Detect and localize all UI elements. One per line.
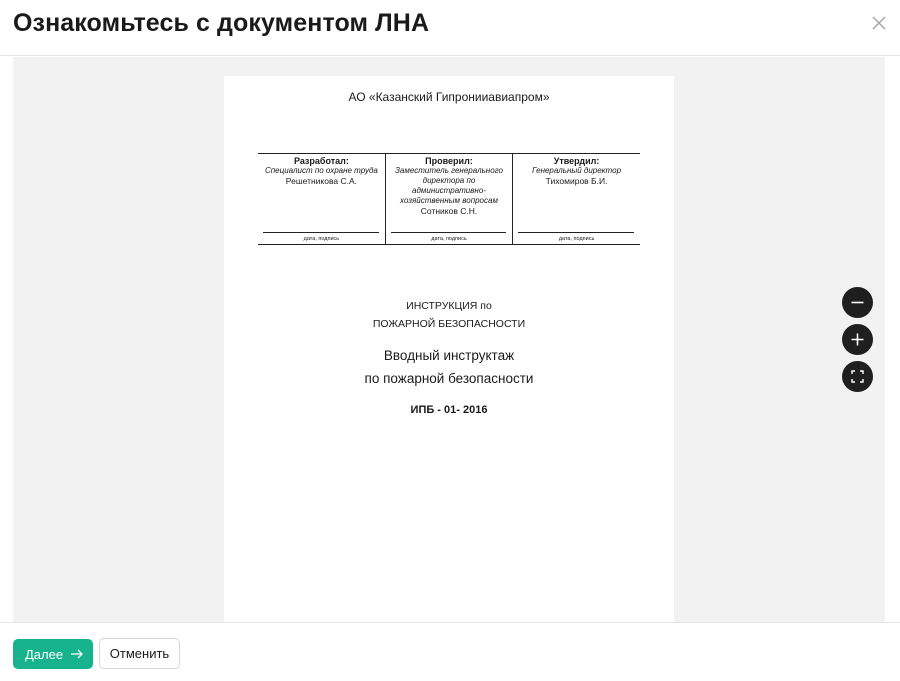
- approval-position: Генеральный директор: [532, 166, 622, 175]
- cancel-button[interactable]: Отменить: [99, 638, 180, 669]
- document-name-line: Вводный инструктаж: [383, 348, 515, 363]
- dialog-title: Ознакомьтесь с документом ЛНА: [13, 9, 430, 37]
- approval-table: [258, 153, 640, 245]
- fullscreen-button[interactable]: [842, 361, 873, 392]
- dialog-footer: [0, 622, 900, 681]
- approval-cell-approved: [513, 154, 640, 245]
- approval-title: Утвердил:: [553, 156, 600, 166]
- document-page: [224, 76, 674, 622]
- organization-name: АО «Казанский Гипронииавиапром»: [348, 90, 550, 104]
- approval-position: Заместитель генерального директора по административно-хозяйственным вопросам: [395, 166, 503, 205]
- approval-title: Проверил:: [425, 156, 473, 166]
- signature-caption: дата, подпись: [303, 236, 340, 242]
- document-name: [224, 344, 674, 390]
- next-button-label: Далее: [25, 646, 64, 662]
- document-type: [224, 297, 674, 333]
- document-type-line: ПОЖАРНОЙ БЕЗОПАСНОСТИ: [372, 318, 526, 330]
- fullscreen-icon: [842, 361, 873, 392]
- approval-position: Специалист по охране труда: [265, 166, 378, 175]
- approval-cell-checked: [385, 154, 512, 245]
- next-button[interactable]: [13, 639, 93, 669]
- plus-icon: [842, 324, 873, 355]
- approval-cell-developed: [258, 154, 385, 245]
- approval-title: Разработал:: [293, 156, 349, 166]
- approval-name: Тихомиров Б.И.: [545, 176, 608, 186]
- minus-icon: [842, 287, 873, 318]
- arrow-right-icon: [70, 647, 84, 661]
- document-code: ИПБ - 01- 2016: [410, 404, 488, 416]
- zoom-out-button[interactable]: [842, 287, 873, 318]
- signature-line: [518, 232, 634, 233]
- approval-name: Сотников С.Н.: [420, 206, 478, 216]
- dialog-header: [0, 0, 900, 56]
- close-icon[interactable]: [868, 12, 890, 34]
- document-type-line: ИНСТРУКЦИЯ по: [406, 300, 492, 312]
- approval-name: Решетникова С.А.: [285, 176, 358, 186]
- signature-caption: дата, подпись: [558, 236, 595, 242]
- document-viewer[interactable]: [13, 57, 885, 622]
- signature-line: [263, 232, 379, 233]
- signature-caption: дата, подпись: [431, 236, 467, 242]
- zoom-in-button[interactable]: [842, 324, 873, 355]
- document-name-line: по пожарной безопасности: [364, 371, 534, 386]
- signature-line: [391, 232, 506, 233]
